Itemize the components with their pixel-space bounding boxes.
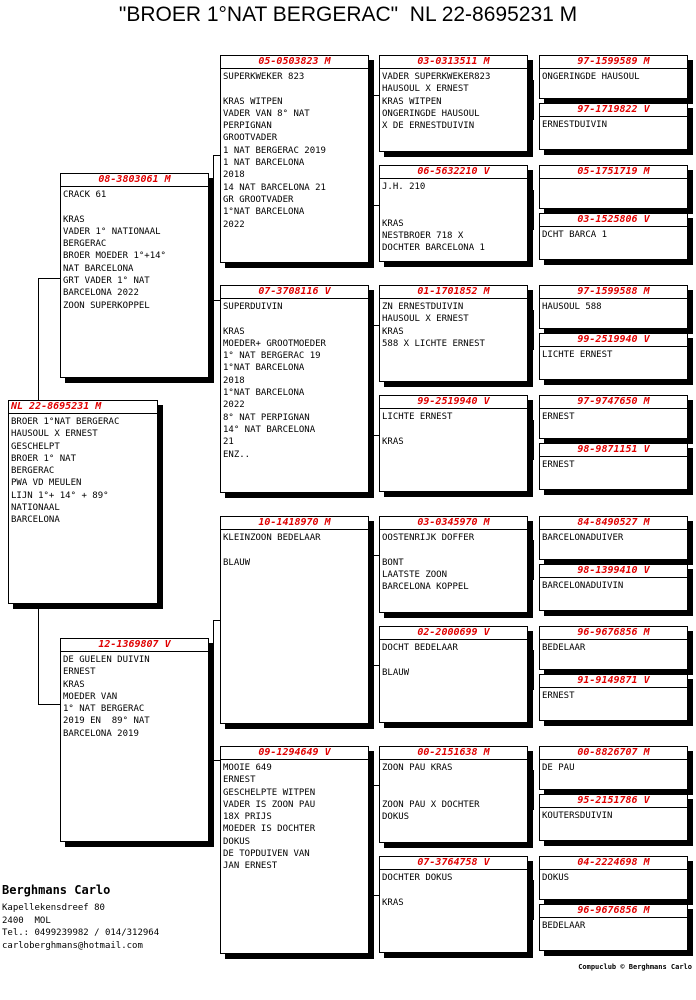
title-ring: NL 22-8695231 M (409, 3, 578, 26)
pigeon-description: SUPERDUIVIN KRAS MOEDER+ GROOTMOEDER 1° NAT BERGERAC 19 1°NAT BARCELONA 2018 1°NAT BARCELONA 2022 8° NAT PERPIGNAN 14° NAT BARCELONA 21 ENZ.. (223, 302, 326, 460)
ring-number: 08-3803061 M (61, 174, 208, 187)
ancestor-card (539, 103, 688, 150)
connector-line (533, 420, 534, 460)
ring-number: 84-8490527 M (540, 517, 687, 530)
grandparent-card (220, 285, 369, 493)
pigeon-description: BEDELAAR (542, 643, 586, 653)
ancestor-card (539, 674, 688, 721)
connector-line (533, 310, 534, 350)
ancestor-card (539, 165, 688, 209)
ancestor-card (539, 443, 688, 490)
great-grandparent-card (379, 55, 528, 152)
great-grandparent-card (379, 746, 528, 843)
pigeon-description: J.H. 210 KRAS NESTBROER 718 X DOCHTER BARCELONA 1 (382, 182, 485, 254)
ring-number: 03-1525806 V (540, 214, 687, 227)
ancestor-card (539, 213, 688, 260)
ring-number: 97-1599589 M (540, 56, 687, 69)
owner-phone: Tel.: 0499239982 / 014/312964 (2, 928, 160, 938)
pigeon-description: BARCELONADUIVIN (542, 581, 624, 591)
ring-number: 03-0313511 M (380, 56, 527, 69)
owner-name: Berghmans Carlo (2, 883, 111, 897)
pigeon-description: LICHTE ERNEST KRAS (382, 412, 453, 447)
connector-line (533, 770, 534, 810)
ring-number: 03-0345970 M (380, 517, 527, 530)
ancestor-card (539, 516, 688, 560)
pigeon-description: DOCHT BEDELAAR BLAUW (382, 643, 458, 678)
connector-line (533, 80, 534, 120)
pigeon-description: DOCHTER DOKUS KRAS (382, 873, 453, 908)
pigeon-description: ONGERINGDE HAUSOUL (542, 72, 640, 82)
ring-number: 07-3708116 V (221, 286, 368, 299)
pigeon-description: BARCELONADUIVER (542, 533, 624, 543)
ring-number: 02-2000699 V (380, 627, 527, 640)
connector-line (213, 300, 220, 301)
ring-number: 05-1751719 M (540, 166, 687, 179)
pigeon-description: ZOON PAU KRAS ZOON PAU X DOCHTER DOKUS (382, 763, 480, 823)
pigeon-description: VADER SUPERKWEKER823 HAUSOUL X ERNEST KRAS WITPEN ONGERINGDE HAUSOUL X DE ERNESTDUIVIN (382, 72, 491, 132)
connector-line (213, 155, 220, 156)
pigeon-description: ZN ERNESTDUIVIN HAUSOUL X ERNEST KRAS 588 X LICHTE ERNEST (382, 302, 485, 349)
connector-line (533, 650, 534, 690)
ring-number: 97-9747650 M (540, 396, 687, 409)
great-grandparent-card (379, 165, 528, 262)
pigeon-description: HAUSOUL 588 (542, 302, 602, 312)
pigeon-description: DOKUS (542, 873, 570, 883)
ring-number: 99-2519940 V (380, 396, 527, 409)
ring-number: 01-1701852 M (380, 286, 527, 299)
page-title (0, 3, 696, 27)
connector-line (213, 155, 214, 295)
pigeon-description: OOSTENRIJK DOFFER BONT LAATSTE ZOON BARCELONA KOPPEL (382, 533, 475, 593)
pigeon-description: LICHTE ERNEST (542, 350, 613, 360)
ring-number: 97-1719822 V (540, 104, 687, 117)
connector-line (533, 190, 534, 230)
sire-card (60, 173, 209, 378)
ring-number: 91-9149871 V (540, 675, 687, 688)
grandparent-card (220, 746, 369, 954)
pigeon-description: DCHT BARCA 1 (542, 230, 608, 240)
connector-line (38, 278, 60, 279)
ancestor-card (539, 564, 688, 611)
owner-email: carloberghmans@hotmail.com (2, 940, 143, 951)
ring-number: 10-1418970 M (221, 517, 368, 530)
subject-card (8, 400, 158, 604)
connector-line (38, 604, 39, 704)
connector-line (373, 95, 374, 205)
pigeon-description: ERNEST (542, 460, 575, 470)
ring-number: 04-2224698 M (540, 857, 687, 870)
pigeon-description: SUPERKWEKER 823 KRAS WITPEN VADER VAN 8° NAT PERPIGNAN GROOTVADER 1 NAT BERGERAC 2019 1 NAT BARCELONA 2018 14 NAT BARCELONA 21 GR GROOTVADER 1°NAT BARCELONA 2022 (223, 72, 326, 230)
ancestor-card (539, 55, 688, 99)
ring-number: 00-2151638 M (380, 747, 527, 760)
owner-block (2, 883, 159, 952)
ancestor-card (539, 746, 688, 790)
pigeon-description: DE GUELEN DUIVIN ERNEST KRAS MOEDER VAN 1° NAT BERGERAC 2019 EN 89° NAT BARCELONA 2019 (63, 655, 150, 739)
connector-line (213, 620, 214, 760)
ancestor-card (539, 395, 688, 439)
ring-number: 95-2151786 V (540, 795, 687, 808)
ancestor-card (539, 285, 688, 329)
pigeon-description: KLEINZOON BEDELAAR BLAUW (223, 533, 321, 568)
ring-number: 05-0503823 M (221, 56, 368, 69)
great-grandparent-card (379, 856, 528, 953)
connector-line (38, 704, 60, 705)
footer-credit: Compuclub © Berghmans Carlo (578, 963, 692, 971)
pigeon-description: BROER 1°NAT BERGERAC HAUSOUL X ERNEST GESCHELPT BROER 1° NAT BERGERAC PWA VD MEULEN LIJN 1°+ 14° + 89° NATIONAAL BARCELONA (11, 417, 120, 526)
ring-number: 98-1399410 V (540, 565, 687, 578)
ring-number: 06-5632210 V (380, 166, 527, 179)
ancestor-card (539, 626, 688, 670)
pigeon-description (540, 179, 687, 181)
pigeon-description: BEDELAAR (542, 921, 586, 931)
ancestor-card (539, 856, 688, 900)
great-grandparent-card (379, 626, 528, 723)
ring-number: NL 22-8695231 M (9, 401, 157, 414)
ring-number: 98-9871151 V (540, 444, 687, 457)
pigeon-description: MOOIE 649 ERNEST GESCHELPTE WITPEN VADER IS ZOON PAU 18X PRIJS MOEDER IS DOCHTER DOKUS DE TOPDUIVEN VAN JAN ERNEST (223, 763, 316, 872)
ancestor-card (539, 333, 688, 380)
connector-line (213, 760, 220, 761)
connector-line (373, 325, 374, 435)
pigeon-description: ERNEST (542, 412, 575, 422)
great-grandparent-card (379, 395, 528, 492)
pigeon-description: ERNEST (542, 691, 575, 701)
owner-street: Kapellekensdreef 80 (2, 903, 105, 913)
connector-line (38, 278, 39, 400)
ancestor-card (539, 794, 688, 841)
ring-number: 96-9676856 M (540, 905, 687, 918)
connector-line (533, 540, 534, 580)
pigeon-description: KOUTERSDUIVIN (542, 811, 613, 821)
grandparent-card (220, 55, 369, 263)
connector-line (533, 880, 534, 920)
great-grandparent-card (379, 516, 528, 613)
great-grandparent-card (379, 285, 528, 382)
dam-card (60, 638, 209, 842)
pigeon-description: DE PAU (542, 763, 575, 773)
pigeon-description: ERNESTDUIVIN (542, 120, 608, 130)
owner-city: 2400 MOL (2, 915, 51, 926)
ring-number: 96-9676856 M (540, 627, 687, 640)
connector-line (213, 620, 220, 621)
ring-number: 00-8826707 M (540, 747, 687, 760)
ancestor-card (539, 904, 688, 951)
ring-number: 09-1294649 V (221, 747, 368, 760)
ring-number: 99-2519940 V (540, 334, 687, 347)
connector-line (373, 555, 374, 665)
title-main: "BROER 1°NAT BERGERAC" (118, 3, 399, 26)
ring-number: 97-1599588 M (540, 286, 687, 299)
ring-number: 07-3764758 V (380, 857, 527, 870)
connector-line (373, 785, 374, 895)
pigeon-description: CRACK 61 KRAS VADER 1° NATIONAAL BERGERAC BROER MOEDER 1°+14° NAT BARCELONA GRT VADER 1° NAT BARCELONA 2022 ZOON SUPERKOPPEL (63, 190, 166, 311)
grandparent-card (220, 516, 369, 724)
ring-number: 12-1369807 V (61, 639, 208, 652)
